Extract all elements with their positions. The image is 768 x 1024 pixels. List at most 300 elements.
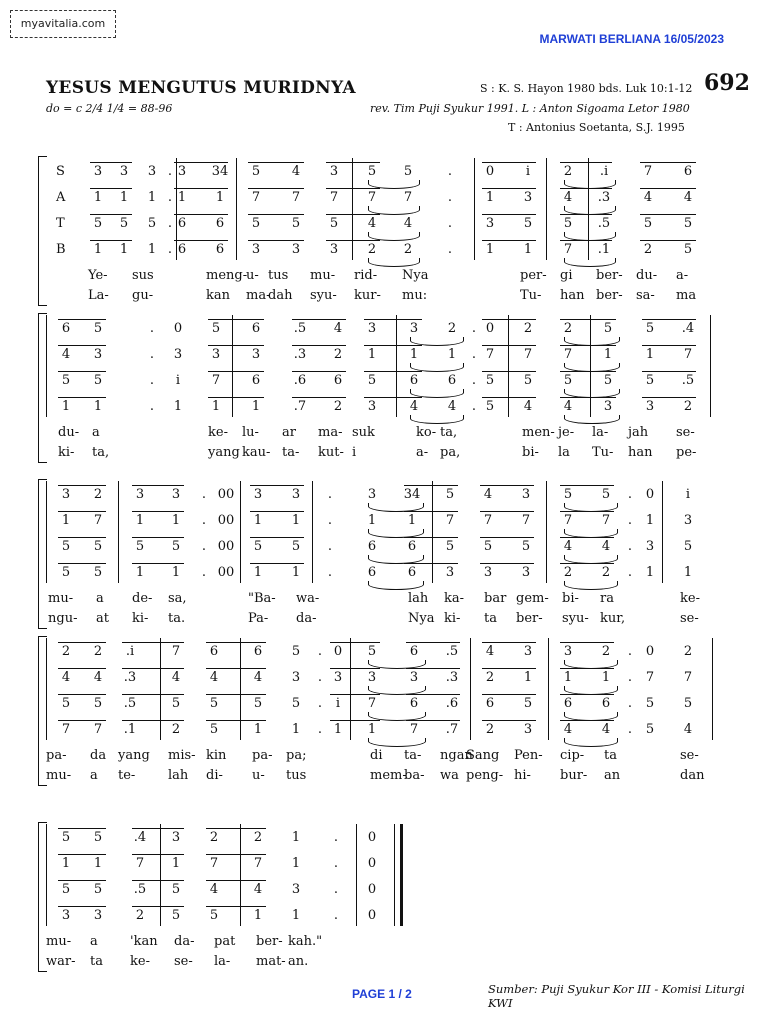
note-symbol: 1 — [367, 513, 377, 528]
lyric-syllable: u- — [252, 768, 265, 783]
note-symbol: .3 — [597, 190, 611, 205]
voice-part-label: S — [56, 164, 65, 179]
lyric-syllable: di — [370, 748, 383, 763]
lyric-syllable: an — [604, 768, 621, 783]
beam-line — [326, 162, 380, 163]
beam-line — [560, 694, 614, 695]
lyric-syllable: 'kan — [130, 934, 158, 949]
note-symbol: 1 — [601, 670, 611, 685]
note-symbol: 1 — [291, 908, 301, 923]
note-symbol: 2 — [135, 908, 145, 923]
note-symbol: 7 — [521, 513, 531, 528]
note-symbol: 5 — [645, 696, 655, 711]
note-symbol: 6 — [409, 373, 419, 388]
voice-part-label: T — [56, 216, 65, 231]
note-symbol: 3 — [521, 487, 531, 502]
note-symbol: 4 — [291, 164, 301, 179]
lyric-syllable: mis- — [168, 748, 196, 763]
note-symbol: 1 — [333, 722, 343, 737]
beam-line — [208, 319, 264, 320]
note-symbol: . — [627, 487, 633, 502]
slur-mark — [564, 581, 618, 590]
lyric-syllable: yang — [208, 445, 240, 460]
beam-line — [248, 188, 304, 189]
note-symbol: 3 — [93, 908, 103, 923]
credit-translator: T : Antonius Soetanta, S.J. 1995 — [508, 121, 685, 134]
note-symbol: . — [627, 696, 633, 711]
beam-line — [642, 371, 696, 372]
page-label: PAGE 1 / 2 — [352, 987, 412, 1001]
note-symbol: . — [627, 722, 633, 737]
note-symbol: . — [471, 321, 477, 336]
note-symbol: . — [471, 347, 477, 362]
beam-line — [292, 397, 346, 398]
beam-line — [90, 162, 132, 163]
beam-line — [640, 240, 696, 241]
lyric-syllable: kur, — [600, 611, 626, 626]
note-symbol: 1 — [135, 565, 145, 580]
lyric-syllable: se- — [680, 611, 699, 626]
barline — [46, 824, 47, 926]
lyric-syllable: mu: — [402, 288, 428, 303]
slur-mark — [368, 581, 424, 590]
note-symbol: . — [627, 644, 633, 659]
note-symbol: 3 — [523, 722, 533, 737]
lyric-syllable: wa- — [296, 591, 320, 606]
note-symbol: 2 — [601, 565, 611, 580]
beam-line — [58, 854, 106, 855]
lyric-syllable: mat- — [256, 954, 286, 969]
note-symbol: .1 — [123, 722, 137, 737]
note-symbol: 7 — [683, 347, 693, 362]
note-symbol: 2 — [523, 321, 533, 336]
note-symbol: 2 — [683, 399, 693, 414]
note-symbol: 1 — [147, 190, 157, 205]
beam-line — [206, 720, 266, 721]
beam-line — [132, 537, 184, 538]
lyric-syllable: Tu- — [520, 288, 542, 303]
note-symbol: 0 — [485, 164, 495, 179]
lyric-syllable: cip- — [560, 748, 585, 763]
note-symbol: 0 — [485, 321, 495, 336]
note-symbol: . — [201, 513, 207, 528]
note-symbol: 5 — [367, 373, 377, 388]
note-symbol: . — [201, 539, 207, 554]
lyric-syllable: Pen- — [514, 748, 543, 763]
note-symbol: 5 — [61, 882, 71, 897]
lyric-syllable: da — [90, 748, 107, 763]
note-symbol: 3 — [683, 513, 693, 528]
note-symbol: 4 — [253, 882, 263, 897]
beam-line — [482, 694, 536, 695]
beam-line — [640, 188, 696, 189]
note-symbol: 6 — [367, 565, 377, 580]
beam-line — [642, 397, 696, 398]
barline — [46, 315, 47, 417]
lyric-syllable: yang — [118, 748, 150, 763]
lyric-syllable: ma — [676, 288, 697, 303]
note-symbol: 7 — [93, 513, 103, 528]
note-symbol: 6 — [215, 216, 225, 231]
note-symbol: 7 — [251, 190, 261, 205]
beam-line — [174, 188, 228, 189]
beam-line — [206, 854, 266, 855]
note-symbol: 5 — [523, 216, 533, 231]
note-symbol: 1 — [93, 242, 103, 257]
lyric-syllable: rid- — [354, 268, 378, 283]
note-symbol: 2 — [253, 830, 263, 845]
note-symbol: 2 — [563, 321, 573, 336]
note-symbol: . — [317, 670, 323, 685]
lyric-syllable: ki- — [58, 445, 75, 460]
note-symbol: i — [175, 373, 181, 388]
note-symbol: 1 — [119, 190, 129, 205]
lyric-syllable: a — [90, 768, 98, 783]
barline — [710, 315, 711, 417]
note-symbol: 6 — [367, 539, 377, 554]
note-symbol: 5 — [93, 830, 103, 845]
note-symbol: 2 — [563, 565, 573, 580]
note-symbol: 6 — [601, 696, 611, 711]
lyric-syllable: ngan — [440, 748, 473, 763]
note-symbol: . — [317, 696, 323, 711]
note-symbol: 3 — [445, 565, 455, 580]
note-symbol: . — [167, 242, 173, 257]
note-symbol: . — [333, 882, 339, 897]
lyric-syllable: "Ba- — [248, 591, 276, 606]
beam-line — [482, 319, 536, 320]
note-symbol: 0 — [173, 321, 183, 336]
note-symbol: 1 — [211, 399, 221, 414]
note-symbol: 4 — [683, 190, 693, 205]
beam-line — [404, 485, 458, 486]
note-symbol: 34 — [403, 487, 421, 502]
beam-line — [206, 668, 266, 669]
beam-line — [326, 188, 380, 189]
beam-line — [640, 162, 696, 163]
barline — [240, 481, 241, 583]
note-symbol: . — [149, 321, 155, 336]
note-symbol: 3 — [291, 882, 301, 897]
beam-line — [406, 694, 460, 695]
beam-line — [560, 319, 616, 320]
note-symbol: .5 — [123, 696, 137, 711]
note-symbol: 4 — [209, 882, 219, 897]
lyric-syllable: la- — [214, 954, 231, 969]
lyric-syllable: se- — [676, 425, 695, 440]
beam-line — [560, 668, 614, 669]
beam-line — [482, 371, 536, 372]
note-symbol: 4 — [447, 399, 457, 414]
beam-line — [208, 345, 264, 346]
note-symbol: 0 — [367, 856, 377, 871]
note-symbol: 2 — [601, 644, 611, 659]
note-symbol: 3 — [61, 908, 71, 923]
note-symbol: 5 — [291, 696, 301, 711]
lyric-syllable: wa — [440, 768, 459, 783]
beam-line — [482, 214, 536, 215]
lyric-syllable: ber- — [596, 288, 623, 303]
note-symbol: 4 — [563, 399, 573, 414]
slur-mark — [564, 258, 616, 267]
note-symbol: 3 — [483, 565, 493, 580]
slur-mark — [410, 415, 464, 424]
note-symbol: . — [327, 487, 333, 502]
note-symbol: 3 — [93, 164, 103, 179]
barline — [546, 158, 547, 260]
lyric-syllable: ki- — [132, 611, 149, 626]
note-symbol: 5 — [485, 399, 495, 414]
lyric-syllable: ba- — [404, 768, 425, 783]
note-symbol: 7 — [403, 190, 413, 205]
barline — [588, 158, 589, 260]
lyric-syllable: te- — [118, 768, 136, 783]
note-symbol: 5 — [291, 539, 301, 554]
note-symbol: 1 — [93, 190, 103, 205]
note-symbol: 7 — [367, 190, 377, 205]
note-symbol: 7 — [171, 644, 181, 659]
beam-line — [326, 240, 380, 241]
barline — [350, 638, 351, 740]
note-symbol: .4 — [681, 321, 695, 336]
lyric-syllable: du- — [636, 268, 658, 283]
note-symbol: 5 — [93, 216, 103, 231]
note-symbol: 1 — [171, 856, 181, 871]
beam-line — [206, 642, 266, 643]
song-title: YESUS MENGUTUS MURIDNYA — [46, 78, 356, 98]
note-symbol: i — [685, 487, 691, 502]
note-symbol: 1 — [291, 856, 301, 871]
note-symbol: . — [327, 565, 333, 580]
beam-line — [642, 319, 696, 320]
note-symbol: 5 — [61, 373, 71, 388]
note-symbol: 2 — [485, 722, 495, 737]
note-symbol: 5 — [171, 696, 181, 711]
lyric-syllable: ta. — [168, 611, 186, 626]
beam-line — [132, 563, 184, 564]
beam-line — [208, 371, 264, 372]
tempo-marking: do = c 2/4 1/4 = 88-96 — [46, 102, 173, 115]
note-symbol: 0 — [367, 908, 377, 923]
lyric-syllable: a- — [416, 445, 429, 460]
lyric-syllable: di- — [206, 768, 223, 783]
note-symbol: . — [447, 216, 453, 231]
note-symbol: 1 — [61, 513, 71, 528]
note-symbol: .i — [125, 644, 135, 659]
beam-line — [90, 240, 132, 241]
note-symbol: 1 — [253, 722, 263, 737]
website-tag: myavitalia.com — [10, 10, 116, 38]
lyric-syllable: ma- — [318, 425, 343, 440]
note-symbol: 3 — [135, 487, 145, 502]
barline — [352, 158, 353, 260]
barline — [396, 315, 397, 417]
barline — [46, 638, 47, 740]
note-symbol: 1 — [645, 565, 655, 580]
lyric-syllable: kin — [206, 748, 227, 763]
barline — [46, 481, 47, 583]
lyric-syllable: Sang — [466, 748, 500, 763]
note-symbol: . — [167, 216, 173, 231]
note-symbol: 7 — [645, 670, 655, 685]
beam-line — [122, 642, 184, 643]
lyric-syllable: kur- — [354, 288, 381, 303]
note-symbol: 4 — [253, 670, 263, 685]
beam-line — [364, 371, 422, 372]
note-symbol: 4 — [483, 487, 493, 502]
lyric-syllable: bi- — [562, 591, 579, 606]
note-symbol: 3 — [253, 487, 263, 502]
beam-line — [640, 214, 696, 215]
note-symbol: 7 — [409, 722, 419, 737]
beam-line — [364, 397, 422, 398]
lyric-syllable: pe- — [676, 445, 697, 460]
note-symbol: 1 — [367, 347, 377, 362]
beam-line — [90, 214, 132, 215]
note-symbol: 3 — [367, 321, 377, 336]
note-symbol: 1 — [173, 399, 183, 414]
beam-line — [560, 162, 612, 163]
barline — [474, 158, 475, 260]
note-symbol: 5 — [209, 908, 219, 923]
beam-line — [560, 345, 616, 346]
note-symbol: . — [627, 539, 633, 554]
note-symbol: 4 — [61, 670, 71, 685]
lyric-syllable: bar — [484, 591, 507, 606]
note-symbol: 1 — [61, 399, 71, 414]
note-symbol: 3 — [211, 347, 221, 362]
note-symbol: 7 — [61, 722, 71, 737]
note-symbol: 7 — [601, 513, 611, 528]
note-symbol: 4 — [601, 539, 611, 554]
note-symbol: 4 — [367, 216, 377, 231]
note-symbol: .1 — [597, 242, 611, 257]
note-symbol: 7 — [211, 373, 221, 388]
note-symbol: 5 — [445, 487, 455, 502]
beam-line — [480, 563, 534, 564]
note-symbol: 5 — [645, 722, 655, 737]
beam-line — [406, 642, 460, 643]
lyric-syllable: syu- — [310, 288, 337, 303]
note-symbol: i — [335, 696, 341, 711]
note-symbol: . — [333, 908, 339, 923]
barline — [160, 638, 161, 740]
note-symbol: .7 — [445, 722, 459, 737]
note-symbol: 1 — [135, 513, 145, 528]
lyric-syllable: a — [92, 425, 100, 440]
lyric-syllable: gi — [560, 268, 573, 283]
note-symbol: 1 — [409, 347, 419, 362]
lyric-syllable: Pa- — [248, 611, 269, 626]
lyric-syllable: u- — [246, 268, 259, 283]
note-symbol: 5 — [521, 539, 531, 554]
beam-line — [206, 694, 266, 695]
beam-line — [330, 720, 380, 721]
note-symbol: 7 — [253, 856, 263, 871]
note-symbol: 5 — [251, 164, 261, 179]
lyric-syllable: ar — [282, 425, 296, 440]
lyric-syllable: pa; — [286, 748, 307, 763]
note-symbol: 00 — [217, 513, 235, 528]
lyric-syllable: lah — [408, 591, 429, 606]
beam-line — [58, 345, 106, 346]
note-symbol: 5 — [171, 882, 181, 897]
note-symbol: 4 — [61, 347, 71, 362]
lyric-syllable: ta, — [440, 425, 458, 440]
note-symbol: 4 — [683, 722, 693, 737]
note-symbol: 7 — [93, 722, 103, 737]
note-symbol: 5 — [211, 321, 221, 336]
beam-line — [292, 319, 346, 320]
beam-line — [58, 537, 106, 538]
lyric-syllable: dan — [680, 768, 705, 783]
note-symbol: 1 — [645, 513, 655, 528]
note-symbol: 6 — [409, 644, 419, 659]
note-symbol: 5 — [61, 539, 71, 554]
note-symbol: 3 — [291, 670, 301, 685]
note-symbol: 6 — [251, 321, 261, 336]
lyric-syllable: a — [90, 934, 98, 949]
lyric-syllable: ko- — [416, 425, 437, 440]
beam-line — [174, 162, 228, 163]
note-symbol: . — [471, 373, 477, 388]
beam-line — [58, 485, 106, 486]
beam-line — [248, 162, 304, 163]
note-symbol: . — [317, 644, 323, 659]
beam-line — [404, 511, 458, 512]
note-symbol: . — [167, 190, 173, 205]
note-symbol: 5 — [135, 539, 145, 554]
lyric-syllable: bur- — [560, 768, 588, 783]
beam-line — [482, 397, 536, 398]
note-symbol: 1 — [93, 399, 103, 414]
note-symbol: . — [201, 565, 207, 580]
note-symbol: 3 — [329, 164, 339, 179]
beam-line — [250, 537, 304, 538]
note-symbol: 7 — [367, 696, 377, 711]
note-symbol: 4 — [485, 644, 495, 659]
note-symbol: .3 — [445, 670, 459, 685]
slur-mark — [564, 415, 620, 424]
beam-line — [292, 371, 346, 372]
note-symbol: 5 — [61, 565, 71, 580]
lyric-syllable: Tu- — [592, 445, 614, 460]
note-symbol: 0 — [367, 882, 377, 897]
note-symbol: 6 — [407, 539, 417, 554]
note-symbol: . — [333, 830, 339, 845]
note-symbol: 5 — [291, 216, 301, 231]
note-symbol: 1 — [291, 513, 301, 528]
lyric-syllable: a- — [676, 268, 689, 283]
note-symbol: 5 — [367, 644, 377, 659]
lyric-syllable: se- — [680, 748, 699, 763]
beam-line — [58, 563, 106, 564]
note-symbol: . — [333, 856, 339, 871]
note-symbol: 4 — [409, 399, 419, 414]
lyric-syllable: war- — [46, 954, 76, 969]
beam-line — [250, 485, 304, 486]
note-symbol: 2 — [333, 399, 343, 414]
note-symbol: .3 — [293, 347, 307, 362]
note-symbol: 1 — [61, 856, 71, 871]
note-symbol: 4 — [333, 321, 343, 336]
beam-line — [132, 854, 184, 855]
note-symbol: 5 — [171, 539, 181, 554]
lyric-syllable: hi- — [514, 768, 531, 783]
note-symbol: 5 — [93, 565, 103, 580]
note-symbol: 5 — [93, 373, 103, 388]
note-symbol: 1 — [215, 190, 225, 205]
